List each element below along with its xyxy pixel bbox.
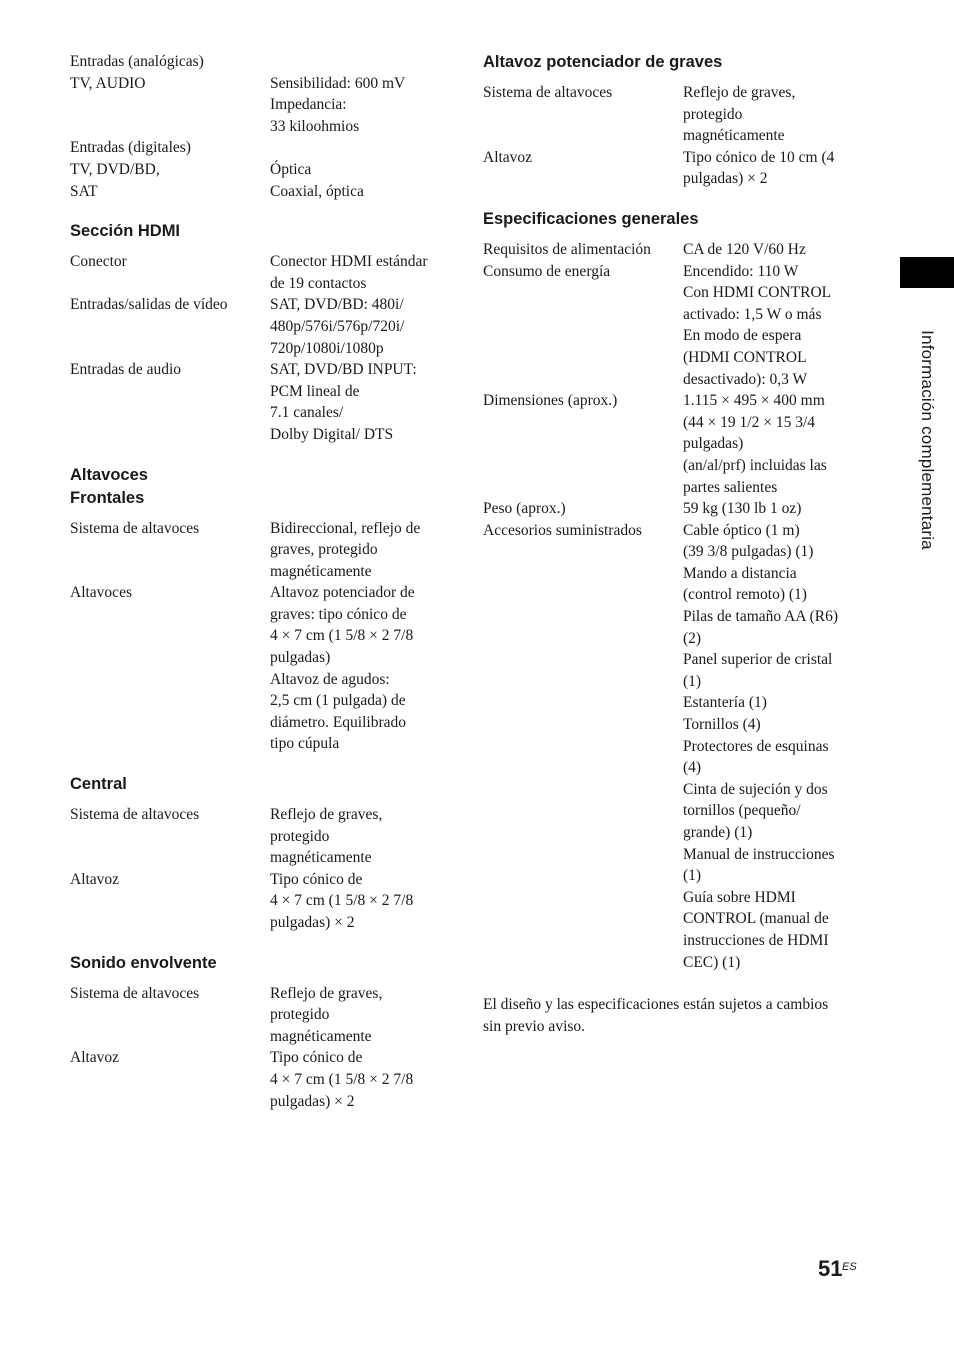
spec-label: TV, DVD/BD, [70, 160, 160, 178]
spec-value: Óptica [270, 160, 312, 178]
spec-label: Sistema de altavoces [70, 984, 200, 1002]
spec-value: Altavoz potenciador de graves: tipo cónico de 4 × 7 cm (1 5/8 × 2 7/8 pulgadas) Altavoz de agudos: 2,5 cm (1 pulgada) de diámetro. Equilibrado tipo cúpula [270, 584, 415, 753]
spec-value: Tipo cónico de 4 × 7 cm (1 5/8 × 2 7/8 pulgadas) × 2 [270, 1049, 414, 1110]
spec-row [70, 359, 450, 445]
spec-label: Entradas (analógicas) [70, 53, 204, 70]
spec-value: Encendido: 110 W Con HDMI CONTROL activado: 1,5 W o más En modo de espera (HDMI CONTROL desactivado): 0,3 W [683, 262, 832, 388]
section-heading-general-specs: Especificaciones generales [483, 209, 699, 228]
spec-value: Reflejo de graves, protegido magnéticamente [270, 984, 383, 1045]
spec-label: SAT [70, 182, 98, 200]
spec-label: Altavoces [70, 584, 132, 602]
spec-row [70, 159, 450, 181]
spec-row [70, 582, 450, 755]
spec-label: Altavoz [70, 1049, 120, 1067]
spec-row [70, 983, 450, 1048]
spec-label: Entradas de audio [70, 361, 182, 379]
spec-row [70, 251, 450, 294]
right-column [483, 51, 868, 1037]
section-heading-center: Central [70, 775, 127, 794]
section-heading-surround: Sonido envolvente [70, 953, 217, 972]
page-language-suffix: ES [842, 1261, 857, 1273]
section-heading-hdmi: Sección HDMI [70, 222, 181, 241]
spec-value: Conector HDMI estándar de 19 contactos [270, 253, 428, 292]
spec-label: TV, AUDIO [70, 74, 146, 92]
spec-label: Entradas/salidas de vídeo [70, 296, 228, 314]
spec-label: Sistema de altavoces [483, 84, 613, 101]
spec-label: Sistema de altavoces [70, 519, 200, 537]
spec-row [70, 804, 450, 869]
spec-value: 1.115 × 495 × 400 mm (44 × 19 1/2 × 15 3/4 pulgadas) (an/al/prf) incluidas las partes salientes [683, 392, 827, 496]
spec-value: Bidireccional, reflejo de graves, protegido magnéticamente [270, 519, 421, 580]
spec-value: Sensibilidad: 600 mV Impedancia: 33 kiloohmios [270, 74, 406, 135]
spec-row [70, 869, 450, 934]
spec-value: Tipo cónico de 4 × 7 cm (1 5/8 × 2 7/8 pulgadas) × 2 [270, 870, 414, 931]
page-number: 51 [818, 1256, 843, 1281]
side-tab-label: Información complementaria [918, 330, 937, 550]
spec-row [483, 239, 868, 261]
spec-label: Altavoz [70, 870, 120, 888]
section-tab-marker [900, 257, 954, 288]
spec-value: Cable óptico (1 m) (39 3/8 pulgadas) (1) Mando a distancia (control remoto) (1) Pilas de tamaño AA (R6) (2) Panel superior de cristal (1) Estantería (1) Tornillos (4) Protectores de esquinas (4) Cinta de sujeción y dos tornillos (pequeño/ grande) (1) Manual de instrucciones (1) Guía sobre HDMI CONTROL (manual de instrucciones de HDMI CEC) (1) [683, 521, 838, 971]
spec-label: Conector [70, 253, 127, 271]
spec-label: Altavoz [483, 148, 533, 166]
spec-label: Entradas (digitales) [70, 139, 191, 157]
spec-row [483, 520, 868, 973]
spec-value: 59 kg (130 lb 1 oz) [683, 500, 802, 518]
spec-row [483, 261, 868, 391]
spec-row [70, 518, 450, 583]
spec-row [483, 147, 868, 190]
spec-value: Tipo cónico de 10 cm (4 pulgadas) × 2 [683, 148, 835, 188]
spec-value [270, 51, 450, 73]
spec-row [70, 181, 450, 203]
spec-label: Dimensiones (aprox.) [483, 392, 618, 410]
spec-value: CA de 120 V/60 Hz [683, 240, 806, 258]
intro-block [70, 51, 450, 202]
spec-row [483, 498, 868, 520]
spec-label: Accesorios suministrados [483, 521, 642, 539]
spec-value: Reflejo de graves, protegido magnéticamente [270, 806, 383, 867]
spec-value: Coaxial, óptica [270, 182, 364, 200]
spec-row [70, 137, 450, 159]
spec-label: Peso (aprox.) [483, 500, 566, 518]
spec-row [70, 51, 450, 73]
left-column [70, 51, 450, 1112]
spec-row [70, 73, 450, 138]
spec-value: SAT, DVD/BD INPUT: PCM lineal de 7.1 canales/ Dolby Digital/ DTS [270, 361, 417, 443]
disclaimer-note: El diseño y las especificaciones están sujetos a cambios sin previo aviso. [483, 996, 829, 1035]
spec-row [70, 294, 450, 359]
spec-row [70, 1047, 450, 1112]
spec-value: SAT, DVD/BD: 480i/ 480p/576i/576p/720i/ 720p/1080i/1080p [270, 296, 405, 357]
spec-label: Sistema de altavoces [70, 806, 200, 824]
spec-value: Reflejo de graves, protegido magnéticamente [683, 84, 796, 145]
spec-label: Consumo de energía [483, 262, 611, 280]
spec-value [270, 137, 450, 159]
section-heading-subwoofer: Altavoz potenciador de graves [483, 53, 723, 71]
spec-row [483, 390, 868, 498]
spec-row [483, 82, 868, 147]
spec-label: Requisitos de alimentación [483, 240, 651, 258]
section-heading-front-speakers: Altavoces Frontales [70, 465, 148, 507]
